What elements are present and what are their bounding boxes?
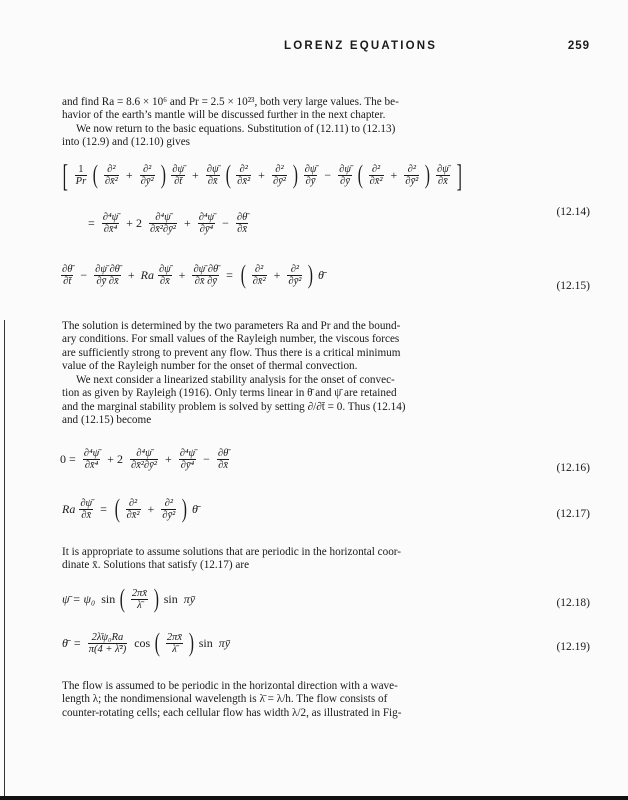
paragraph-4 (62, 374, 590, 428)
equation-12-16: 0 = $\frac{\text{∂⁴ψ̄}}{\text{∂x̄⁴}}$ + 2 $\frac{\text{∂⁴ψ̄}}{\text{∂x̄²∂ȳ²}}$ + $\frac{\text{∂⁴ψ̄}}{\text{∂ȳ⁴}}$ − $\frac{\partial\thetā}{\partial x̄}$ (60, 448, 229, 471)
equation-number: (12.17) (556, 508, 590, 520)
scan-bottom-edge (0, 796, 628, 800)
equation-12-19: θ̄ = $\frac{\text{2λ̄ψ₀Ra}}{\text{π(4 + λ̄²)}}$ cos ( $\frac{2\pi x̄}{\lambdā}$ ) sin πȳ (62, 628, 231, 657)
equation-number: (12.14) (556, 206, 590, 218)
equation-12-15: $\frac{\partial\thetā}{\partial t̄}$ − $\frac{\partial\psī \partial\thetā}{\partial ȳ \partial x̄}$ + Ra $\frac{\partial\psī}{\partial x̄}$ + $\frac{\partial\psī \partial\thetā}{\partial x̄ \partial ȳ}$ = ( $\frac{\text{∂²}}{\text{∂x̄²}}$ + $\frac{\text{∂²}}{\text{∂ȳ²}}$ ) θ̄ (62, 260, 324, 289)
paragraph-6 (62, 680, 590, 720)
text-line: It is appropriate to assume solutions that are periodic in the horizontal coor- (62, 546, 402, 558)
equation-number: (12.16) (556, 462, 590, 474)
text-line: tion as given by Rayleigh (1916). Only terms linear in θ̄ and ψ̄ are retained (62, 387, 397, 400)
text-line: havior of the earth’s mantle will be discussed further in the next chapter. (62, 109, 386, 122)
equation-number: (12.18) (556, 597, 590, 609)
paragraph-5 (62, 546, 590, 573)
equation-12-18: ψ̄ = ψ₀ sin ( $\frac{2\pi x̄}{\lambdā}$ ) sin πȳ (62, 584, 196, 613)
page-number: 259 (567, 40, 590, 52)
equation-12-14-line1: [ $\frac{1}{Pr}$ ( $\frac{\text{∂²}}{\text{∂x̄²}}$ + $\frac{\text{∂²}}{\text{∂ȳ²}}$ ) $\frac{\partial\psī}{\partial t̄}$ + $\frac{\partial\psī}{\partial x̄}$ ( $\frac{\text{∂²}}{\text{∂x̄²}}$ + $\frac{\text{∂²}}{\text{∂ȳ²}}$ ) $\frac{\partial\psī}{\partial ȳ}$ − $\frac{\partial\psī}{\partial ȳ}$ ( $\frac{\text{∂²}}{\text{∂x̄²}}$ + $\frac{\text{∂²}}{\text{∂ȳ²}}$ ) $\frac{\partial\psī}{\partial x̄}$ ] (62, 157, 462, 193)
text-line: and (12.15) become (62, 414, 152, 427)
text-line: into (12.9) and (12.10) gives (62, 136, 191, 149)
text-line: The flow is assumed to be periodic in the horizontal direction with a wave- (62, 680, 398, 692)
equation-12-17: Ra $\frac{\partial\psī}{\partial x̄}$ = ( $\frac{\text{∂²}}{\text{∂x̄²}}$ + $\frac{\text{∂²}}{\text{∂ȳ²}}$ ) θ̄ (62, 494, 198, 523)
paragraph-3 (62, 320, 590, 374)
text-line: ary conditions. For small values of the Rayleigh number, the viscous forces (62, 333, 400, 346)
text-line: are sufficiently strong to prevent any flow. Thus there is a critical minimum (62, 346, 401, 359)
text-line: and the marginal stability problem is solved by setting ∂/∂t̄ = 0. Thus (12.14) (62, 400, 406, 413)
running-title: LORENZ EQUATIONS (284, 40, 438, 52)
text-line: value of the Rayleigh number for the onset of thermal convection. (62, 360, 358, 373)
equation-12-14-line2: = $\frac{\text{∂⁴ψ̄}}{\text{∂x̄⁴}}$ + 2 $\frac{\text{∂⁴ψ̄}}{\text{∂x̄²∂ȳ²}}$ + $\frac{\text{∂⁴ψ̄}}{\text{∂ȳ⁴}}$ − $\frac{\partial\thetā}{\partial x̄}$ (88, 212, 248, 235)
equation-number: (12.19) (556, 641, 590, 653)
text-line: dinate x̄. Solutions that satisfy (12.17) are (62, 559, 250, 572)
text-line: length λ; the nondimensional wavelength is λ̄ = λ/h. The flow consists of (62, 693, 388, 706)
scan-edge-line (4, 320, 5, 800)
text-line: We now return to the basic equations. Substitution of (12.11) to (12.13) (76, 123, 396, 135)
equation-number: (12.15) (556, 280, 590, 292)
text-line: We next consider a linearized stability analysis for the onset of convec- (76, 374, 395, 386)
text-line: counter-rotating cells; each cellular flow has width λ/2, as illustrated in Fig- (62, 706, 402, 719)
text-line: The solution is determined by the two parameters Ra and Pr and the bound- (62, 320, 401, 332)
paragraph-2 (62, 123, 590, 150)
text-line: and find Ra = 8.6 × 10⁶ and Pr = 2.5 × 10²³, both very large values. The be- (62, 96, 399, 108)
paragraph-1 (62, 96, 590, 123)
